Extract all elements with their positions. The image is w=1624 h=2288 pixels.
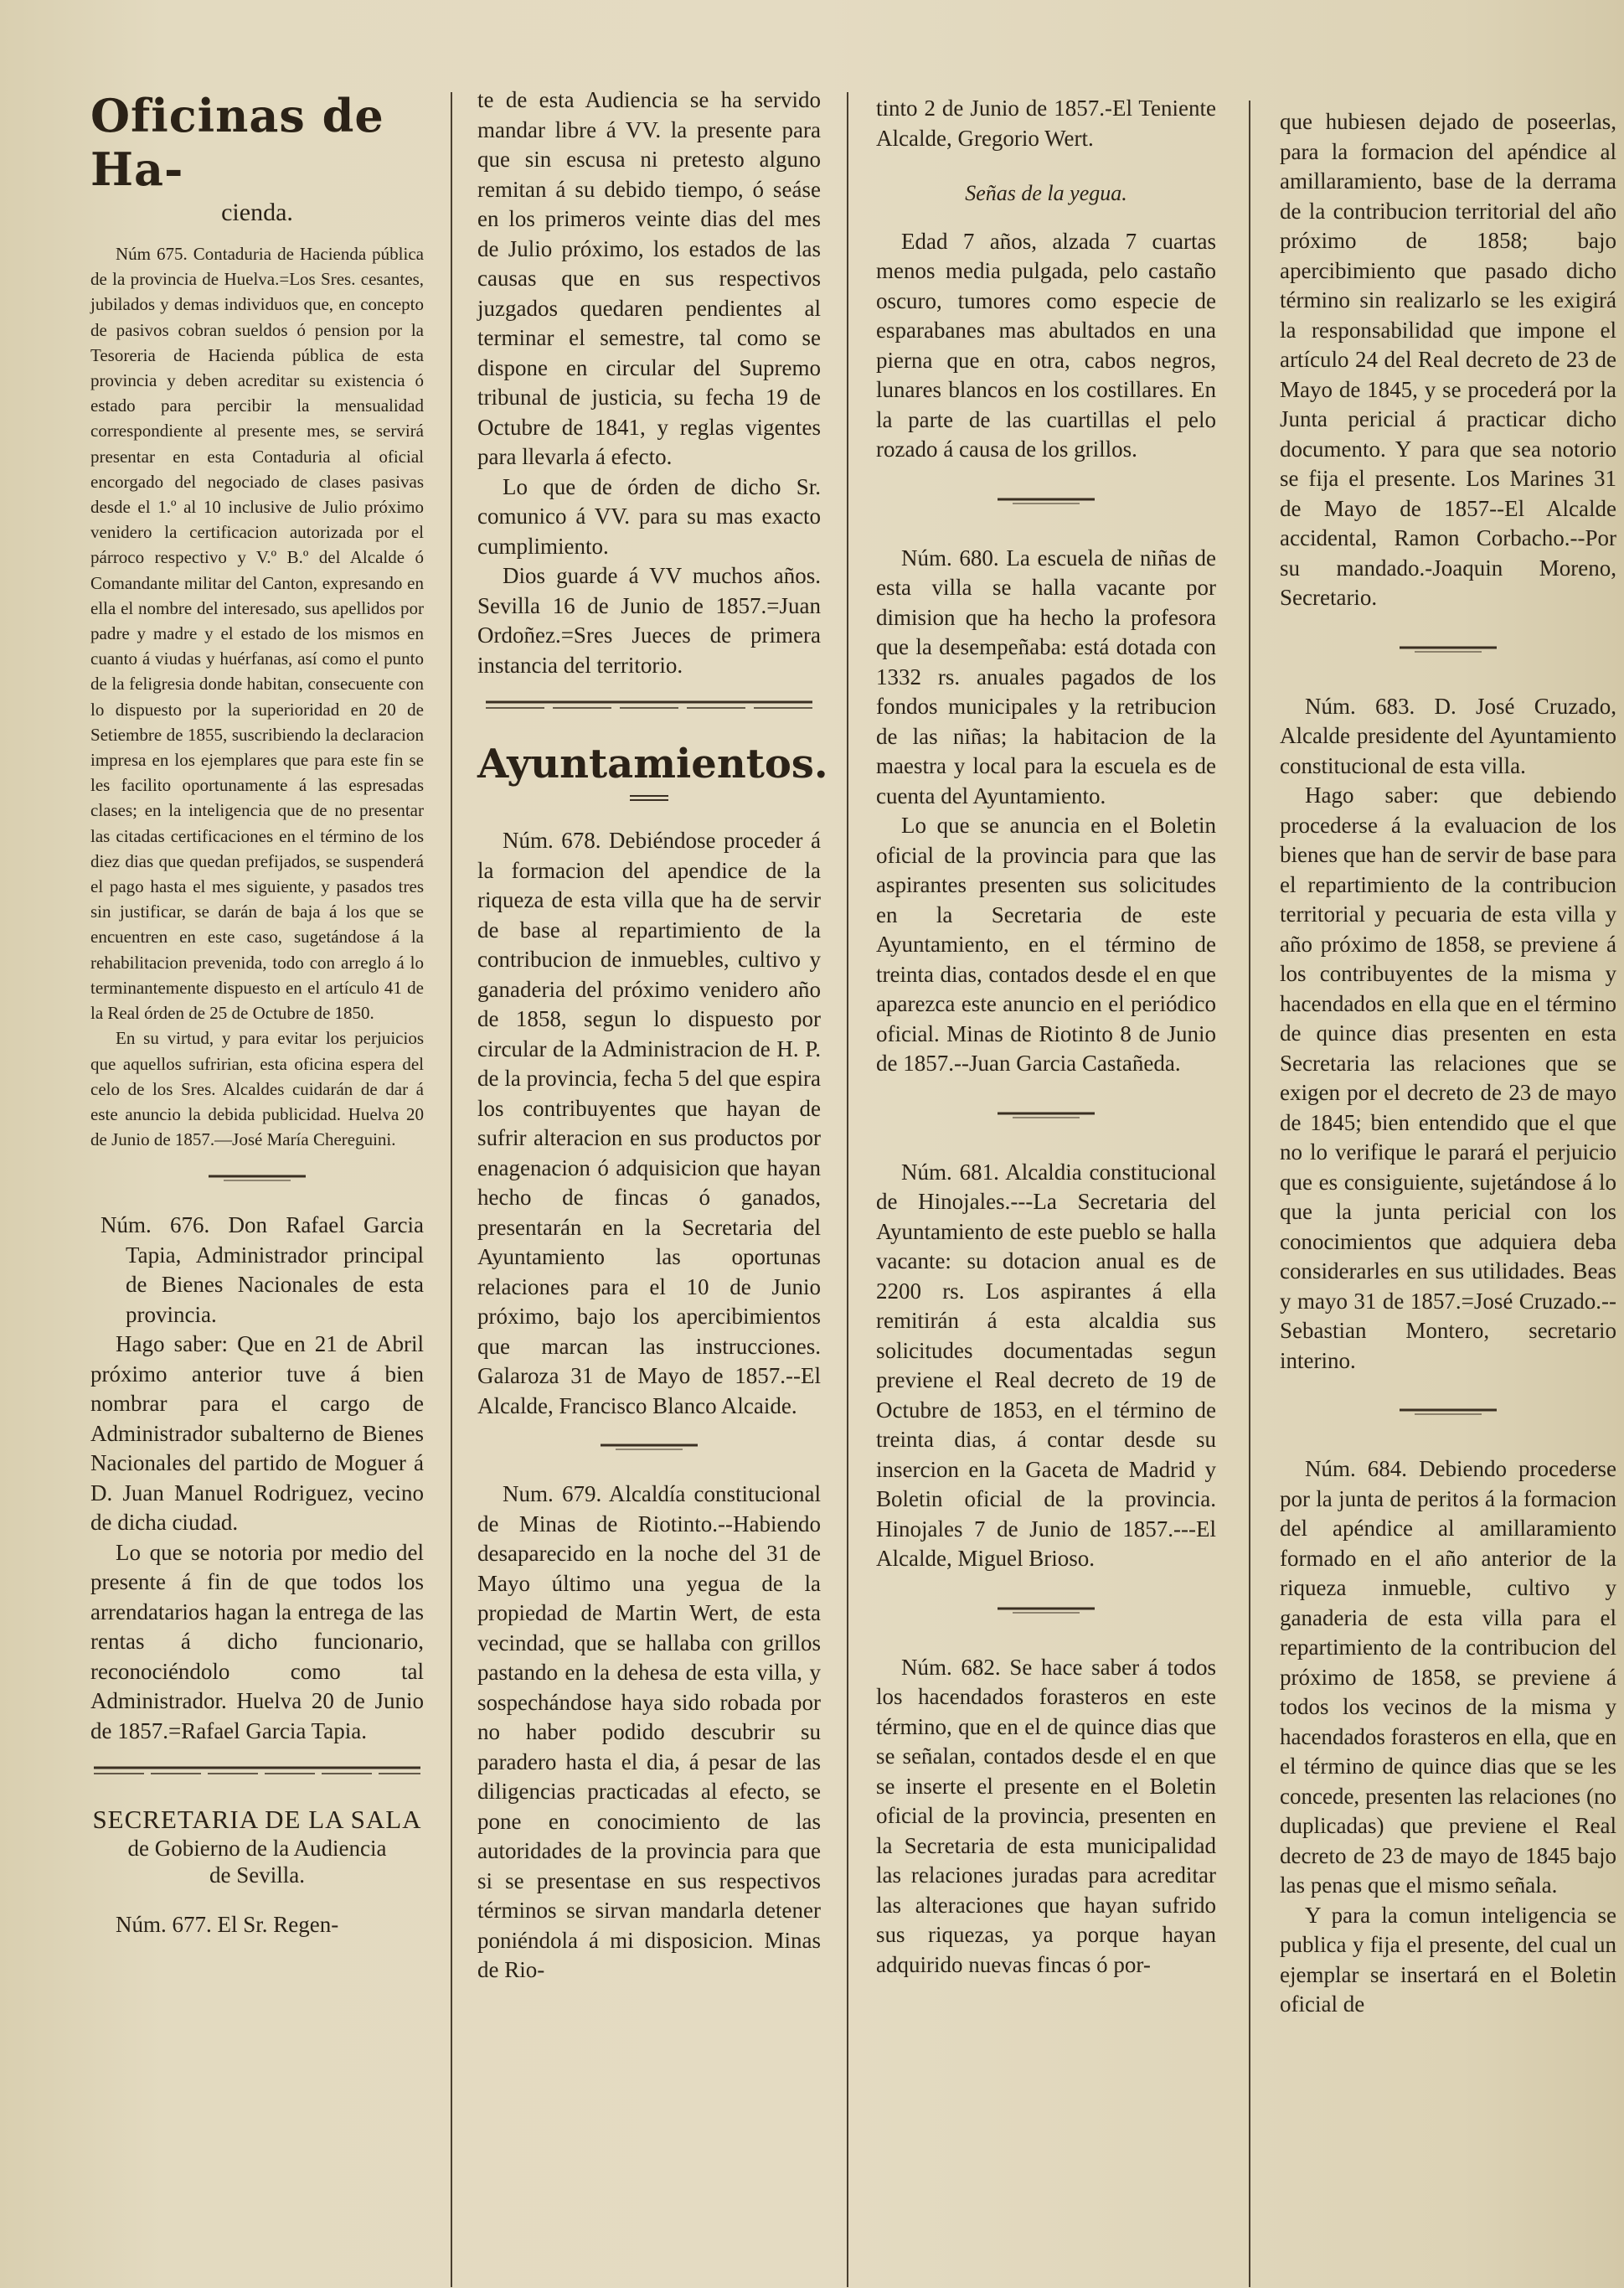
separator-double-rule <box>90 1764 424 1786</box>
notice-684-close: Y para la comun inteligencia se publica y fija el presente, del cual un ejemplar se insertará en el Boletin oficial de <box>1280 1902 1616 2017</box>
notice-678: Núm. 678. Debiéndose proceder á la formacion del apendice de la riqueza de esta villa que ha de servir de base al repartimiento de la contribucion de inmuebles, cultivo y ganaderia del próximo venidero año de 1858, segun lo dispuesto por circular de la Administracion de H. P. de la provincia, fecha 5 del que espira los contribuyentes que hayan de sufrir alteracion en sus productos por enagenacion ó adquisicion que hayan hecho de fincas ó ganados, presentarán en la Secretaria del Ayuntamiento las oportunas relaciones para el 10 de Junio próximo, bajo los apercibimientos que marcan las instrucciones. Galaroza 31 de Mayo de 1857.--El Alcalde, Francisco Blanco Alcaide. <box>477 828 821 1418</box>
notice-682: Núm. 682. Se hace saber á todos los hacendados forasteros en este término, que en el de quince dias que se señalan, contados desde el en que se inserte el presente en el Boletin oficial de la provincia, presenten en la Secretaria de esta municipalidad las relaciones juradas para acreditar las alteraciones que hayan sufrido sus riquezas, ya porque hayan adquirido nuevas fincas ó por- <box>876 1654 1216 1977</box>
notice-683-body: Hago saber: que debiendo procederse á la evaluacion de los bienes que han de servir de base para el repartimiento de la contribucion territorial y pecuaria de esta villa y año próximo de 1858, se previene á los contribuyentes de la misma y hacendados en ella que en el término de quince dias presenten en esta Secretaria las relaciones que se exigen por el decreto de 23 de mayo de 1845; bien entendido que el que no lo verifique le parará el perjuicio que es consiguiente, sujetándose á lo que la junta pericial con los conocimientos que adquiera deba considerarles en sus utilidades. Beas y mayo 31 de 1857.=José Cruzado.--Sebastian Montero, secretario interino. <box>1280 782 1616 1373</box>
separator-ornament <box>1280 1404 1616 1426</box>
notice-676-close: Lo que se notoria por medio del presente á fin de que todos los arrendatarios hagan la entrega de las rentas á dicho funcionario, reconociéndolo como tal Administrador. Huelva 20 de Junio de 1857.=Rafael Garcia Tapia. <box>90 1539 424 1743</box>
notice-676-body: Hago saber: Que en 21 de Abril próximo anterior tuve á bien nombrar para el cargo de Administrador subalterno de Bienes Nacionales del partido de Moguer á D. Juan Manuel Rodriguez, vecino de dicha ciudad. <box>90 1331 424 1536</box>
notice-677-cont: te de esta Audiencia se ha servido mandar libre á VV. la presente para que sin escusa ni pretesto alguno remitan á su debido tiempo, ó seáse en los primeros veinte dias del mes de Julio próximo, los estados de las causas que en sus respectivos juzgados quedaren pendientes al terminar el semestre, tal como se dispone en circular del Supremo tribunal de justicia, su fecha 19 de Octubre de 1841, y reglas vigentes para llevarla á efecto. <box>477 87 821 469</box>
separator-small <box>477 793 821 814</box>
separator-ornament <box>477 1439 821 1461</box>
notice-675-cont: En su virtud, y para evitar los perjuicios que aquellos sufririan, esta oficina espera del celo de los Sres. Alcaldes cuidarán de dar á este anuncio la debida publicidad. Huelva 20 de Junio de 1857.—José María Chereguini. <box>90 1028 424 1150</box>
column-1 <box>90 85 424 1940</box>
notice-677-order: Lo que de órden de dicho Sr. comunico á VV. para su mas exacto cumplimiento. <box>477 473 821 559</box>
notice-680: Núm. 680. La escuela de niñas de esta villa se halla vacante por dimision que ha hecho la profesora que la desempeñaba: está dotada con 1332 rs. anuales pagados de los fondos municipales y la retribucion de las niñas; la habitacion de la maestra y local para la escuela es de cuenta del Ayuntamiento. <box>876 545 1216 808</box>
section-heading-oficinas: Oficinas de Ha- <box>90 89 384 196</box>
separator-ornament <box>1280 642 1616 664</box>
notice-684: Núm. 684. Debiendo procederse por la junta de peritos á la formacion del apéndice al amillaramiento formado en el año anterior de la riqueza inmueble, cultivo y ganaderia de esta villa para el repartimiento de la contribucion del próximo de 1858, se previene á todos los vecinos de la misma y hacendados forasteros en ella, que en el término de quince dias que se les concede, presenten las relaciones (no duplicadas) que previene el Real decreto de 23 de mayo de 1845 bajo las penas que el mismo señala. <box>1280 1456 1616 1898</box>
notice-681: Núm. 681. Alcaldia constitucional de Hinojales.---La Secretaria del Ayuntamiento de este pueblo se halla vacante: su dotacion anual es de 2200 rs. Los aspirantes á ella remitirán á esta alcaldia sus solicitudes documentadas segun previene el Real decreto de 19 de Octubre de 1853, en el término de treinta dias, á contar desde su insercion en la Gaceta de Madrid y Boletin oficial de la provincia. Hinojales 7 de Junio de 1857.---El Alcalde, Miguel Brioso. <box>876 1159 1216 1571</box>
notice-680-close: Lo que se anuncia en el Boletin oficial de la provincia para que las aspirantes presenten sus solicitudes en la Secretaria de este Ayuntamiento, en el término de treinta dias, contados desde el en que aparezca este anuncio en el periódico oficial. Minas de Riotinto 8 de Junio de 1857.--Juan Garcia Castañeda. <box>876 813 1216 1076</box>
senas-heading: Señas de la yegua. <box>965 181 1127 205</box>
secretaria-subtitle: de Gobierno de la Audiencia de Sevilla. <box>127 1836 387 1888</box>
separator-ornament <box>90 1170 424 1192</box>
notice-675: Núm 675. Contaduria de Hacienda pública de la provincia de Huelva.=Los Sres. cesantes, jubilados y demas individuos que, en concepto de pasivos cobran sueldos ó pension por la Tesoreria de Hacienda pública de esta provincia y deben acreditar su existencia ó estado para percibir la mensualidad correspondiente al presente mes, se servirá presentar en esta Contaduria al oficial encorgado del negociado de clases pasivas desde el 1.º al 10 inclusive de Julio próximo venidero la certificacion autorizada por el párroco respectivo y V.º B.º del Alcalde ó Comandante militar del Canton, expresando en ella el nombre del interesado, sus apellidos por padre y madre y el estado de los mismos en cuanto á viudas y huérfanas, así como el punto de la feligresia donde habitan, consecuente con lo dispuesto por la superioridad en 20 de Setiembre de 1855, suscribiendo la declaracion impresa en los ejemplares que para este fin se les facilito oportunamente á las espresadas clases; en la inteligencia que de no presentar las citadas certificaciones en el término de los diez dias que quedan prefijados, se suspenderá el pago hasta el mes siguiente, y pasados tres sin justificar, se darán de baja á los que se encuentren en este caso, sugetándose á la rehabilitacion prevenida, todo con arreglo á lo terminantemente dispuesto en el artículo 41 de la Real órden de 25 de Octubre de 1850. <box>90 244 424 1024</box>
notice-682-cont: que hubiesen dejado de poseerlas, para la formacion del apéndice al amillaramiento, base de la derrama de la contribucion territorial del año próximo de 1858; bajo apercibimiento que pasado dicho término sin realizarlo se les exigirá la responsabilidad que impone el artículo 24 del Real decreto de 23 de Mayo de 1845, y se procederá por la Junta pericial á practicar dicho documento. Y para que sea notorio se fija el presente. Los Marines 31 de Mayo de 1857--El Alcalde accidental, Ramon Corbacho.--Por su mandado.-Joaquin Moreno, Secretario. <box>1280 109 1616 610</box>
column-rule <box>847 92 848 2287</box>
notice-679-cont: tinto 2 de Junio de 1857.-El Teniente Alcalde, Gregorio Wert. <box>876 96 1216 151</box>
senas-body: Edad 7 años, alzada 7 cuartas menos media pulgada, pelo castaño oscuro, tumores como especie de esparabanes mas abultados en una pierna que en otra, cabos negros, lunares blancos en los costillares. En la parte de las cuartillas el pelo rozado á causa de los grillos. <box>876 228 1216 462</box>
section-heading-cont: cienda. <box>221 199 293 226</box>
notice-677: Núm. 677. El Sr. Regen- <box>116 1912 339 1938</box>
separator-double-rule <box>477 699 821 720</box>
separator-ornament <box>876 1603 1216 1624</box>
secretaria-title: SECRETARIA DE LA SALA <box>92 1805 422 1835</box>
section-heading-ayuntamientos: Ayuntamientos. <box>477 741 828 788</box>
column-2 <box>477 85 828 1986</box>
column-4 <box>1280 107 1616 2020</box>
column-rule <box>1249 101 1250 2287</box>
notice-677-close: Dios guarde á VV muchos años. Sevilla 16 de Junio de 1857.=Juan Ordoñez.=Sres Jueces de primera instancia del territorio. <box>477 563 821 678</box>
notice-679: Num. 679. Alcaldía constitucional de Minas de Riotinto.--Habiendo desaparecido en la noche del 31 de Mayo último una yegua de la propiedad de Martin Wert, de esta vecindad, que se hallaba con grillos pastando en la dehesa de esta villa, y sospechándose haya sido robada por no haber podido descubrir su paradero hasta el dia, á pesar de las diligencias practicadas al efecto, se pone en conocimiento de las autoridades de la provincia para que si se presentase en sus respectivos términos se sirvan mandarla detener poniéndola á mi disposicion. Minas de Rio- <box>477 1481 821 1982</box>
separator-ornament <box>876 1108 1216 1129</box>
separator-ornament <box>876 493 1216 515</box>
column-3 <box>876 94 1216 1980</box>
column-rule <box>451 92 452 2287</box>
notice-683: Núm. 683. D. José Cruzado, Alcalde presidente del Ayuntamiento constitucional de esta villa. <box>1280 693 1616 778</box>
notice-676: Núm. 676. Don Rafael Garcia Tapia, Administrador principal de Bienes Nacionales de esta provincia. <box>101 1212 424 1327</box>
